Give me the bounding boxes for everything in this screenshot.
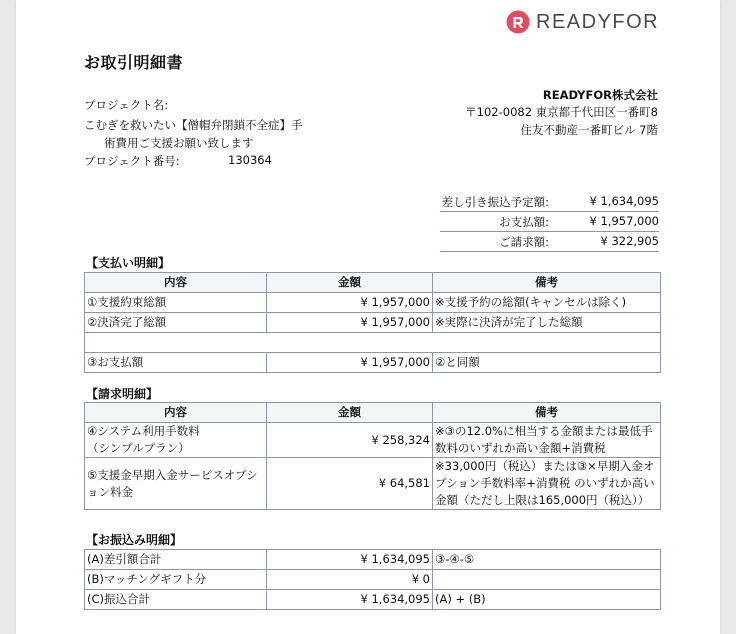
amount-summary	[440, 192, 659, 252]
summary-label: ご請求額:	[499, 235, 549, 249]
item-cell	[85, 458, 267, 510]
column-header: 金額	[267, 403, 433, 423]
readyfor-logo-icon	[506, 10, 530, 34]
table-header-row	[85, 403, 661, 423]
note-cell: (A) + (B)	[433, 590, 661, 610]
item-cell: (C)振込合計	[85, 590, 267, 610]
brand-name: READYFOR	[536, 10, 660, 33]
note-cell: ※実際に決済が完了した総額	[433, 313, 661, 333]
note-line: ※33,000円（税込）または③×早期入金オ	[435, 459, 655, 473]
transfer-heading: 【お振込み明細】	[86, 533, 183, 547]
note-cell: ※支援予約の総額(キャンセルは除く)	[433, 293, 661, 313]
transfer-table	[84, 549, 661, 610]
summary-value: ¥ 322,905	[600, 234, 659, 248]
amount-cell: ¥ 0	[267, 570, 433, 590]
note-cell	[433, 423, 661, 458]
item-line: ⑤支援金早期入金サービスオプシ	[87, 467, 258, 482]
issuer-address-line2: 住友不動産一番町ビル 7階	[520, 123, 658, 137]
column-header: 金額	[267, 273, 433, 293]
table-row	[85, 458, 661, 510]
item-cell: (A)差引額合計	[85, 550, 267, 570]
item-cell: ①支援約束総額	[85, 293, 267, 313]
project-name-line1: こむぎを救いたい【僧帽弁閉鎖不全症】手	[84, 118, 303, 132]
amount-cell: ¥ 1,957,000	[267, 293, 433, 313]
amount-cell: ¥ 64,581	[267, 458, 433, 510]
table-row	[85, 423, 661, 458]
note-line: 数料のいずれか高い金額+消費税	[435, 441, 606, 455]
note-line: 金額（ただし上限は165,000円（税込））	[435, 493, 650, 507]
statement-page	[16, 0, 720, 634]
amount-cell: ¥ 1,957,000	[267, 313, 433, 333]
item-cell: (B)マッチングギフト分	[85, 570, 267, 590]
item-line: ④システム利用手数料	[87, 424, 200, 438]
table-row	[85, 313, 661, 333]
column-header: 備考	[433, 403, 661, 423]
summary-value: ¥ 1,634,095	[589, 194, 659, 208]
table-row	[85, 590, 661, 610]
document-title: お取引明細書	[84, 53, 184, 72]
summary-label: お支払額:	[499, 215, 549, 229]
summary-row-payment	[440, 212, 659, 232]
note-line: プション手数料率+消費税 のいずれか高い	[435, 476, 655, 490]
table-row	[85, 550, 661, 570]
note-cell	[433, 570, 661, 590]
column-header: 備考	[433, 273, 661, 293]
item-cell: ②決済完了総額	[85, 313, 267, 333]
table-row	[85, 570, 661, 590]
summary-label: 差し引き振込予定額:	[441, 195, 549, 209]
payment-table	[84, 272, 661, 373]
note-cell	[433, 458, 661, 510]
brand-logo	[506, 9, 659, 35]
payment-heading: 【支払い明細】	[86, 256, 171, 270]
amount-cell: ¥ 1,634,095	[267, 590, 433, 610]
invoice-heading: 【請求明細】	[86, 387, 159, 401]
amount-cell: ¥ 1,957,000	[267, 353, 433, 373]
item-cell: ③お支払額	[85, 353, 267, 373]
issuer-address-line1: 〒102-0082 東京都千代田区一番町8	[465, 105, 658, 119]
summary-value: ¥ 1,957,000	[589, 214, 659, 228]
amount-cell: ¥ 258,324	[267, 423, 433, 458]
summary-row-invoice	[440, 232, 659, 252]
note-cell: ③-④-⑤	[433, 550, 661, 570]
table-row	[85, 353, 661, 373]
table-header-row	[85, 273, 661, 293]
issuer-company: READYFOR株式会社	[542, 88, 658, 102]
project-name-label: プロジェクト名:	[84, 98, 169, 112]
column-header: 内容	[85, 273, 267, 293]
project-number: 130364	[228, 153, 272, 167]
project-name-line2: 術費用ご支援お願い致します	[104, 136, 254, 150]
note-line: ※③の12.0%に相当する金額または最低手	[435, 424, 653, 438]
item-line: （シンプルプラン）	[87, 441, 190, 455]
summary-row-transfer	[440, 192, 659, 212]
amount-cell: ¥ 1,634,095	[267, 550, 433, 570]
invoice-table	[84, 402, 661, 510]
spacer-cell	[85, 333, 661, 353]
project-number-label: プロジェクト番号:	[84, 154, 180, 168]
item-cell	[85, 423, 267, 458]
note-cell: ②と同額	[433, 353, 661, 373]
table-spacer	[85, 333, 661, 353]
table-row	[85, 293, 661, 313]
item-line: ョン料金	[87, 484, 133, 499]
column-header: 内容	[85, 403, 267, 423]
